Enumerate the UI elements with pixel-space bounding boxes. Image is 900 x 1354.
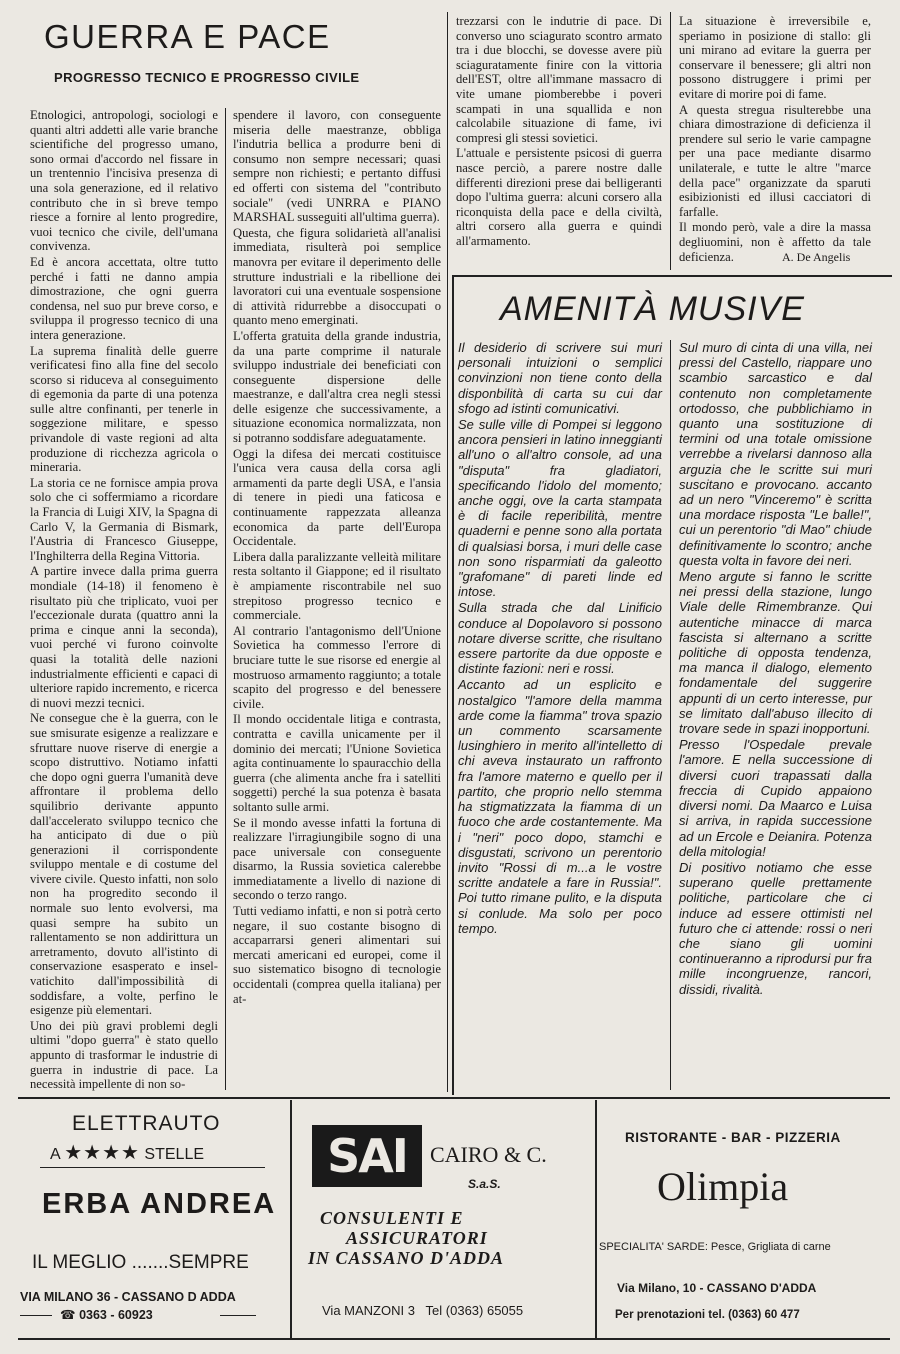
paragraph: A questa stregua risulterebbe una chiara dimostrazione di deficienza il prendere sul serio le varie campagne per una pace mediante disarmo unilaterale, e tutte le altre "marce della pace" organizzate da sparuti esibizionisti ed illusi cacciatori di farfalle. xyxy=(679,102,871,219)
paragraph: trezzarsi con le indutrie di pace. Di converso uno sciagurato scontro armato tra i due blocchi, se dovesse avere più sciaguratamente finire con la vittoria dell'EST, oltre all'immane massacro di vite umane piomberebbe i poveri scampati in una squallida e non calcolabile situazione di fame, ivi compresi gli stessi sovietici. xyxy=(456,14,662,145)
paragraph: L'offerta gratuita della grande industria, da una parte comprime il naturale sviluppo industriale dei beneficiati con conseguente dispersione delle maestranze, e dall'altra crea negli stessi delle esigenze che successivamente, a situazione economica normalizzata, non si potranno soddisfare adeguatamente. xyxy=(233,328,441,446)
paragraph: spendere il lavoro, con conseguente miseria delle maestranze, obbliga l'indutria bellica a produrre beni di consumo non sempre necessari; quasi sempre non richiesti; e pertanto diffusi ed offerti con sistema del "contributo sociale" (vedi UNRRA e PIANO MARSHAL susseguiti all'ultima guerra). xyxy=(233,108,441,225)
column-divider xyxy=(225,108,226,1090)
paragraph: Etnologici, antropologi, sociologi e quanti altri addetti alle varie branche scientifiche del progresso umano, sono ormai d'accordo nel fissare in un trentennio l'incisiva presenza di una sola generazione, ed il relativo contributo che in sì breve tempo riesce a fornire al lento progredire, vuoi tecnico che civile, dell'umana convivenza. xyxy=(30,108,218,254)
ad-sai xyxy=(292,1100,595,1338)
column-divider xyxy=(670,340,671,1090)
ad-business-name: ERBA ANDREA xyxy=(42,1188,277,1220)
article2-column-1 xyxy=(458,340,662,936)
ad-tagline-1: CONSULENTI E xyxy=(320,1208,464,1228)
paragraph: Il mondo occidentale litiga e contrasta, contratta e cavilla unicamente per il dominio dei mercati; l'Unione Sovietica agita continuamente lo spauracchio della guerra (che alimenta anche fra i satelliti soggetti) perché la sua potenza è basata soltanto sulle armi. xyxy=(233,712,441,814)
ad-tagline-2: ASSICURATORI xyxy=(346,1228,488,1248)
paragraph: La suprema finalità delle guerre verificatesi fino alla fine del secolo scorso si riduceva al conseguimento di egemonia da parte di una potenza sulle altre confinanti, per tenerle in soggezione militare, e spesso privandole di vaste regioni ad alta produzione di ricchezza agricola o mineraria. xyxy=(30,343,218,475)
underline xyxy=(40,1167,265,1168)
ad-tagline-3: IN CASSANO D'ADDA xyxy=(308,1248,505,1268)
paragraph: Tutti vediamo infatti, e non si potrà certo negare, il suo costante bisogno di accaparrarsi generi alimentari sui mercati americani ed europei, come il suo sistematico bisogno di tecnologie occidentali (comprea quella italiana) per at- xyxy=(233,904,441,1006)
ad-heading: RISTORANTE - BAR - PIZZERIA xyxy=(625,1130,841,1145)
phone-icon: ☎ xyxy=(60,1308,76,1322)
ad-address: Via MANZONI 3 Tel (0363) 65055 xyxy=(322,1303,524,1318)
paragraph: Libera dalla paralizzante velleità militare resta soltanto il Giappone; ed il risultato è ampiamente riscontrabile nel suo strepitoso progresso tecnico e commerciale. xyxy=(233,549,441,623)
paragraph: Oggi la difesa dei mercati costituisce l'unica vera causa della corsa agli armamenti da parte degli USA, e l'ansia di tenere in piedi una faticosa e continuamente rappezzata alleanza economica da parte dell'Europa Occidentale. xyxy=(233,446,441,549)
paragraph: Di positivo notiamo che esse superano quelle prettamente politiche, particolare che ci induce ad essere ottimisti nel futuro che ci attende: rossi o neri che siano gli uomini continueranno a riprodursi pur fra mille incongruenze, rancori, dissidi, rivalità. xyxy=(679,859,872,997)
bottom-border xyxy=(18,1338,890,1340)
article2-column-2 xyxy=(679,340,872,997)
ad-address: VIA MILANO 36 - CASSANO D ADDA xyxy=(20,1290,236,1304)
ad-business-name: Olimpia xyxy=(657,1164,789,1209)
phone-row xyxy=(60,1307,153,1322)
paragraph: Presso l'Ospedale prevale l'amore. E nella successione di diversi cuori trapassati dalla freccia di Cupido appaiono diversi nomi. Da Maarco e Luisa si arriva, in rapida successione ad un Ercole e Deianira. Potenza della mitologia! xyxy=(679,737,872,859)
paragraph: Ed è ancora accettata, oltre tutto perché i fatti ne danno ampia dimostrazione, che ogni guerra condensa, nel suo pur breve corso, e sviluppa il progresso tecnico di una intera generazione. xyxy=(30,254,218,342)
ad-phone: 0363 - 60923 xyxy=(79,1308,153,1322)
paragraph: Uno dei più gravi problemi degli ultimi "dopo guerra" è stato quello appunto di trasformar le industrie di guerra in industrie di pace. La necessità impellente di non so- xyxy=(30,1018,218,1092)
paragraph: Se il mondo avesse infatti la fortuna di realizzare l'irragiungibile sogno di una pace universale con conseguente disarmo, la Russia sovietica calerebbe immediatamente a livello di nazione di secondo o terzo rango. xyxy=(233,815,441,903)
stars-suffix: STELLE xyxy=(144,1146,205,1163)
article1-column-1 xyxy=(30,108,218,1092)
ad-olimpia xyxy=(597,1100,890,1338)
ad-booking: Per prenotazioni tel. (0363) 60 477 xyxy=(615,1309,800,1321)
ad-sas: S.a.S. xyxy=(468,1177,501,1191)
phone-rule xyxy=(220,1315,256,1316)
column-divider xyxy=(670,12,671,270)
paragraph: Il mondo però, vale a dire la massa degliuomini, non è affetto da tale deficienza. xyxy=(679,220,871,264)
ad-address: Via Milano, 10 - CASSANO D'ADDA xyxy=(617,1281,817,1295)
ad-heading: ELETTRAUTO xyxy=(72,1112,221,1135)
article1-column-3 xyxy=(456,14,662,249)
article1-column-2 xyxy=(233,108,441,1006)
article2-title: AMENITÀ MUSIVE xyxy=(500,290,805,328)
paragraph: Il desiderio di scrivere sui muri personali intuizioni o semplici convinzioni non tiene conto della disponbilità di carta su cui dar sfogo ad istinti comunicativi. xyxy=(458,340,662,416)
column-divider xyxy=(447,12,448,1092)
paragraph: A partire invece dalla prima guerra mondiale (14-18) il fenomeno è risultato più che triplicato, vuoi per l'eccezionale durata (quattro anni la prima e cinque anni la seconda), vuoi perché vi furono coinvolte quasi la totalità delle nazioni industrialmente efficienti e capaci di ulteriore rapido incremento, e ricerca di nuovi mezzi tecnici. xyxy=(30,564,218,710)
sai-logo: SAI xyxy=(312,1125,422,1187)
ad-elettrauto xyxy=(20,1100,288,1338)
paragraph: La situazione è irreversibile e, speriamo in posizione di stallo: gli uni mirano ad evitare la guerra per conservare il benessere; gli altri non possono distruggere i primi per evitare di morire poi di fame. xyxy=(679,14,871,101)
paragraph: Al contrario l'antagonismo dell'Unione Sovietica ha commesso l'errore di bruciare tutte le sue risorse ed energie al mostruoso armamento raggiunto; a totale scapito del progresso e del benessere civile. xyxy=(233,623,441,711)
article1-column-4 xyxy=(679,14,871,264)
paragraph: Accanto ad un esplicito e nostalgico "l'amore della mamma arde come la fiamma" trova spazio un commento scarsamente lusinghiero in merito all'intelletto di chi aveva instaurato un raffronto fra l'amore materno e quello per il partito, che proprio nello stemma ha stigmatizzata la fiamma di un fuoco che arde costantemente. Ma i "neri" poco dopo, stamchi e disgustati, scrivono un perentorio invito "Rossi di m...a le vostre scritte andatele a fare in Russia!". Poi tutto rimane pulito, e la disputa si conlude. Ma solo per poco tempo. xyxy=(458,677,662,936)
paragraph: La storia ce ne fornisce ampia prova solo che ci soffermiamo a ricordare la Francia di Luigi XIV, la Spagna di Carlo V, la Germania di Bismark, l'Austria di Francesco Giuseppe, l'Inghilterra della Regina Vittoria. xyxy=(30,475,218,563)
paragraph: Sulla strada che dal Linificio conduce al Dopolavoro si possono notare diverse scritte, che risultano essere partorite da due opposte e distinte fazioni: neri e rossi. xyxy=(458,600,662,677)
paragraph: Meno argute si fanno le scritte nei pressi della stazione, lungo Viale delle Rimembranze. Qui autentiche minacce di marca fascista si alternano a scritte politiche di opposta tendenza, ma manca il dialogo, elemento fondamentale del suggerire appunti di un certo interesse, pur se limitato dall'abuso illecito di trovare sede in spazi inopportuni. xyxy=(679,569,872,737)
ad-company: CAIRO & C. xyxy=(430,1142,547,1167)
ads-divider xyxy=(18,1097,890,1099)
ad-slogan: IL MEGLIO .......SEMPRE xyxy=(32,1252,249,1273)
paragraph: Questa, che figura solidarietà all'analisi immediata, risulterà poi semplice manovra per evitare il deperimento delle strutture industriali e la ribellione dei lavoratori cui una eventuale sospensione di attività ridurrebbe a disoccupati o quanto meno emerginati. xyxy=(233,225,441,328)
phone-rule xyxy=(20,1315,52,1316)
author-signature: A. De Angelis xyxy=(782,250,851,264)
paragraph: Sul muro di cinta di una villa, nei pressi del Castello, riappare uno scambio sarcastico e dal contenuto non completamente ortodosso, che pubblichiamo in quanto una sostituzione di termini od una totale omissione verrebbe a rivelarsi dannoso alla arguzia che le scritte sui muri suscitano e provocano. accanto ad un nero "Vinceremo" è scritta una mordace risposta "Le balle!", cui un perentorio "di Mao" chiude definitivamente lo scontro; anche questa volta in favore dei neri. xyxy=(679,340,872,568)
paragraph: Se sulle ville di Pompei si leggono ancora pensieri in latino inneggianti all'uno o all'altro console, ad una "disputa" fra gladiatori, specificando l'idolo del momento; anche oggi, ove la carta stampata è di facile reperibilità, mentre quaderni e penne sono alla portata di qualsiasi borsa, i muri delle case non sono risparmiati da galeotto "grafomane" di pareti linde ed intose. xyxy=(458,417,662,600)
stars-prefix: A xyxy=(50,1146,60,1163)
ad-specialties: SPECIALITA' SARDE: Pesce, Grigliata di carne xyxy=(599,1241,831,1253)
paragraph: L'attuale e persistente psicosi di guerra nasce perciò, a parere nostre dalle differenti direzioni prese dai belligeranti dopo l'ultima guerra: alcuni corsero alla riconquista della pace e della civiltà, altri corsero alla guerra e quindi all'armamento. xyxy=(456,146,662,248)
paragraph: Ne consegue che è la guerra, con le sue smisurate esigenze a realizzare e sfruttare nuove riserve di energie a scopo distruttivo. Notiamo infatti che dopo ogni guerra l'umanità deve affrontare il problema dello squilibrio derivante appunto dall'accelerato sviluppo tecnico che ha anticipato di due o più generazioni il corrispondente sviluppo mentale e di costume del vivere civile. Questo infatti, non solo non ha progredito secondo il normale suo lento evolversi, ma quasi sempre ha subito un rallentamento se non addirittura un arretramento, dovuto all'istinto di conservazione esasperato e insel-vatichito dall'impossibilità di soddisfare, a volte, perfino le esigenze più elementari. xyxy=(30,711,218,1018)
stars-row xyxy=(50,1140,204,1165)
star-icons: ★★★★ xyxy=(64,1142,140,1164)
article-title: GUERRA E PACE xyxy=(44,18,331,55)
article-subtitle: PROGRESSO TECNICO E PROGRESSO CIVILE xyxy=(54,70,360,85)
